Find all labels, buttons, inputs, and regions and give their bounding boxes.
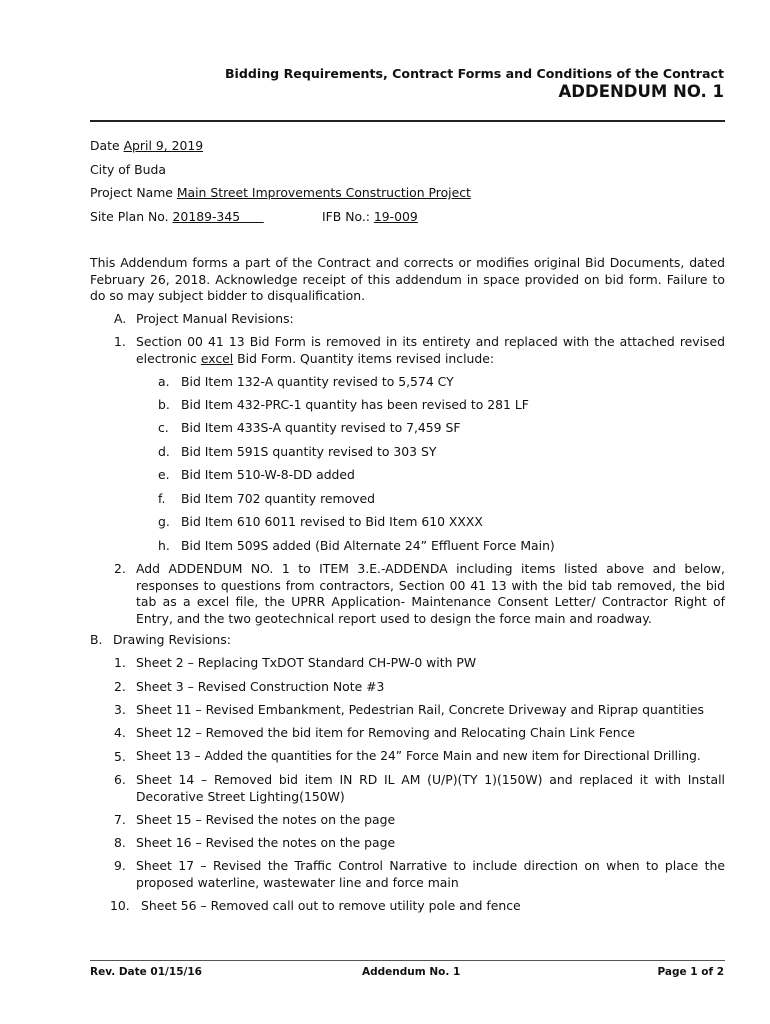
sub-marker-g: g. bbox=[158, 514, 170, 529]
a-item1-text: Section 00 41 13 Bid Form is removed in its entirety and replaced with the attached revised electronic excel Bid Form. Quantity items revised include: bbox=[136, 334, 725, 366]
sub-item-f: Bid Item 702 quantity removed bbox=[181, 491, 375, 506]
footer-addendum: Addendum No. 1 bbox=[362, 966, 461, 978]
b-item-marker: 8. bbox=[114, 835, 126, 850]
b-item-marker: 1. bbox=[114, 655, 126, 670]
sub-marker-a: a. bbox=[158, 374, 170, 389]
city-line: City of Buda bbox=[90, 162, 166, 177]
site-value: 20189-345 bbox=[172, 209, 241, 224]
a-item1-marker: 1. bbox=[114, 334, 126, 349]
sub-item-c: Bid Item 433S-A quantity revised to 7,459 SF bbox=[181, 420, 461, 435]
sub-marker-f: f. bbox=[158, 491, 166, 506]
footer-rev-date: Rev. Date 01/15/16 bbox=[90, 966, 202, 978]
sub-item-d: Bid Item 591S quantity revised to 303 SY bbox=[181, 444, 437, 459]
sub-marker-b: b. bbox=[158, 397, 170, 412]
ifb-label: IFB No.: bbox=[322, 209, 374, 224]
section-b-title: Drawing Revisions: bbox=[113, 632, 231, 647]
b-item: Sheet 13 – Added the quantities for the 24” Force Main and new item for Directional Drilling. bbox=[136, 749, 701, 763]
sub-item-g: Bid Item 610 6011 revised to Bid Item 610 XXXX bbox=[181, 514, 483, 529]
b-item-marker: 2. bbox=[114, 679, 126, 694]
footer-divider bbox=[90, 960, 725, 961]
date-value: April 9, 2019 bbox=[123, 138, 204, 153]
project-value: Main Street Improvements Construction Project bbox=[176, 185, 471, 200]
b-item: Sheet 14 – Removed bid item IN RD IL AM (U/P)(TY 1)(150W) and replaced it with Install Decorative Street Lighting(150W) bbox=[136, 772, 725, 804]
sub-item-h: Bid Item 509S added (Bid Alternate 24” Effluent Force Main) bbox=[181, 538, 555, 553]
sub-marker-h: h. bbox=[158, 538, 170, 553]
sub-item-e: Bid Item 510-W-8-DD added bbox=[181, 467, 355, 482]
b-item-marker: 9. bbox=[114, 858, 126, 873]
b-item: Sheet 56 – Removed call out to remove utility pole and fence bbox=[141, 898, 521, 913]
b-item-marker: 7. bbox=[114, 812, 126, 827]
addendum-title: ADDENDUM NO. 1 bbox=[558, 82, 724, 101]
project-line bbox=[90, 185, 471, 200]
sub-item-a: Bid Item 132-A quantity revised to 5,574 CY bbox=[181, 374, 454, 389]
b-item: Sheet 3 – Revised Construction Note #3 bbox=[136, 679, 385, 694]
b-item-marker: 5. bbox=[114, 749, 126, 764]
b-item: Sheet 17 – Revised the Traffic Control Narrative to include direction on when to place the proposed waterline, wastewater line and force main bbox=[136, 858, 725, 890]
section-a-title: Project Manual Revisions: bbox=[136, 311, 294, 326]
a-item2-marker: 2. bbox=[114, 561, 126, 576]
sub-marker-e: e. bbox=[158, 467, 170, 482]
b-item-marker: 10. bbox=[110, 898, 130, 913]
sub-marker-c: c. bbox=[158, 420, 169, 435]
b-item-marker: 3. bbox=[114, 702, 126, 717]
b-item: Sheet 16 – Revised the notes on the page bbox=[136, 835, 396, 850]
project-label: Project Name bbox=[90, 185, 177, 200]
date-label: Date bbox=[90, 138, 124, 153]
b-item-marker: 4. bbox=[114, 725, 126, 740]
site-label: Site Plan No. bbox=[90, 209, 173, 224]
b-item: Sheet 2 – Replacing TxDOT Standard CH-PW-0 with PW bbox=[136, 655, 477, 670]
ifb-line bbox=[322, 209, 418, 224]
intro-paragraph: This Addendum forms a part of the Contract and corrects or modifies original Bid Documents, dated February 26, 2018. Acknowledge receipt of this addendum in space provided on bid form. Failure to do so may subject bidder to disqualification. bbox=[90, 255, 725, 303]
b-item: Sheet 12 – Removed the bid item for Removing and Relocating Chain Link Fence bbox=[136, 725, 636, 740]
section-a-marker: A. bbox=[114, 311, 127, 326]
b-item: Sheet 15 – Revised the notes on the page bbox=[136, 812, 396, 827]
footer-page-number: Page 1 of 2 bbox=[657, 966, 724, 978]
sub-item-b: Bid Item 432-PRC-1 quantity has been revised to 281 LF bbox=[181, 397, 529, 412]
date-line bbox=[90, 138, 203, 153]
a-item2-text: Add ADDENDUM NO. 1 to ITEM 3.E.-ADDENDA including items listed above and below, responses to questions from contractors, Section 00 41 13 with the bid tab removed, the bid tab as a excel file, the UPRR Application- Maintenance Consent Letter/ Contractor Right of Entry, and the two geotechnical report used to design the force main and roadway. bbox=[136, 561, 725, 626]
site-plan-line bbox=[90, 209, 264, 224]
b-item-marker: 6. bbox=[114, 772, 126, 787]
sub-marker-d: d. bbox=[158, 444, 170, 459]
header-divider bbox=[90, 120, 725, 122]
ifb-value: 19-009 bbox=[373, 209, 418, 224]
b-item: Sheet 11 – Revised Embankment, Pedestrian Rail, Concrete Driveway and Riprap quantities bbox=[136, 702, 704, 717]
section-b-marker: B. bbox=[90, 632, 103, 647]
header-title: Bidding Requirements, Contract Forms and Conditions of the Contract bbox=[224, 66, 724, 81]
